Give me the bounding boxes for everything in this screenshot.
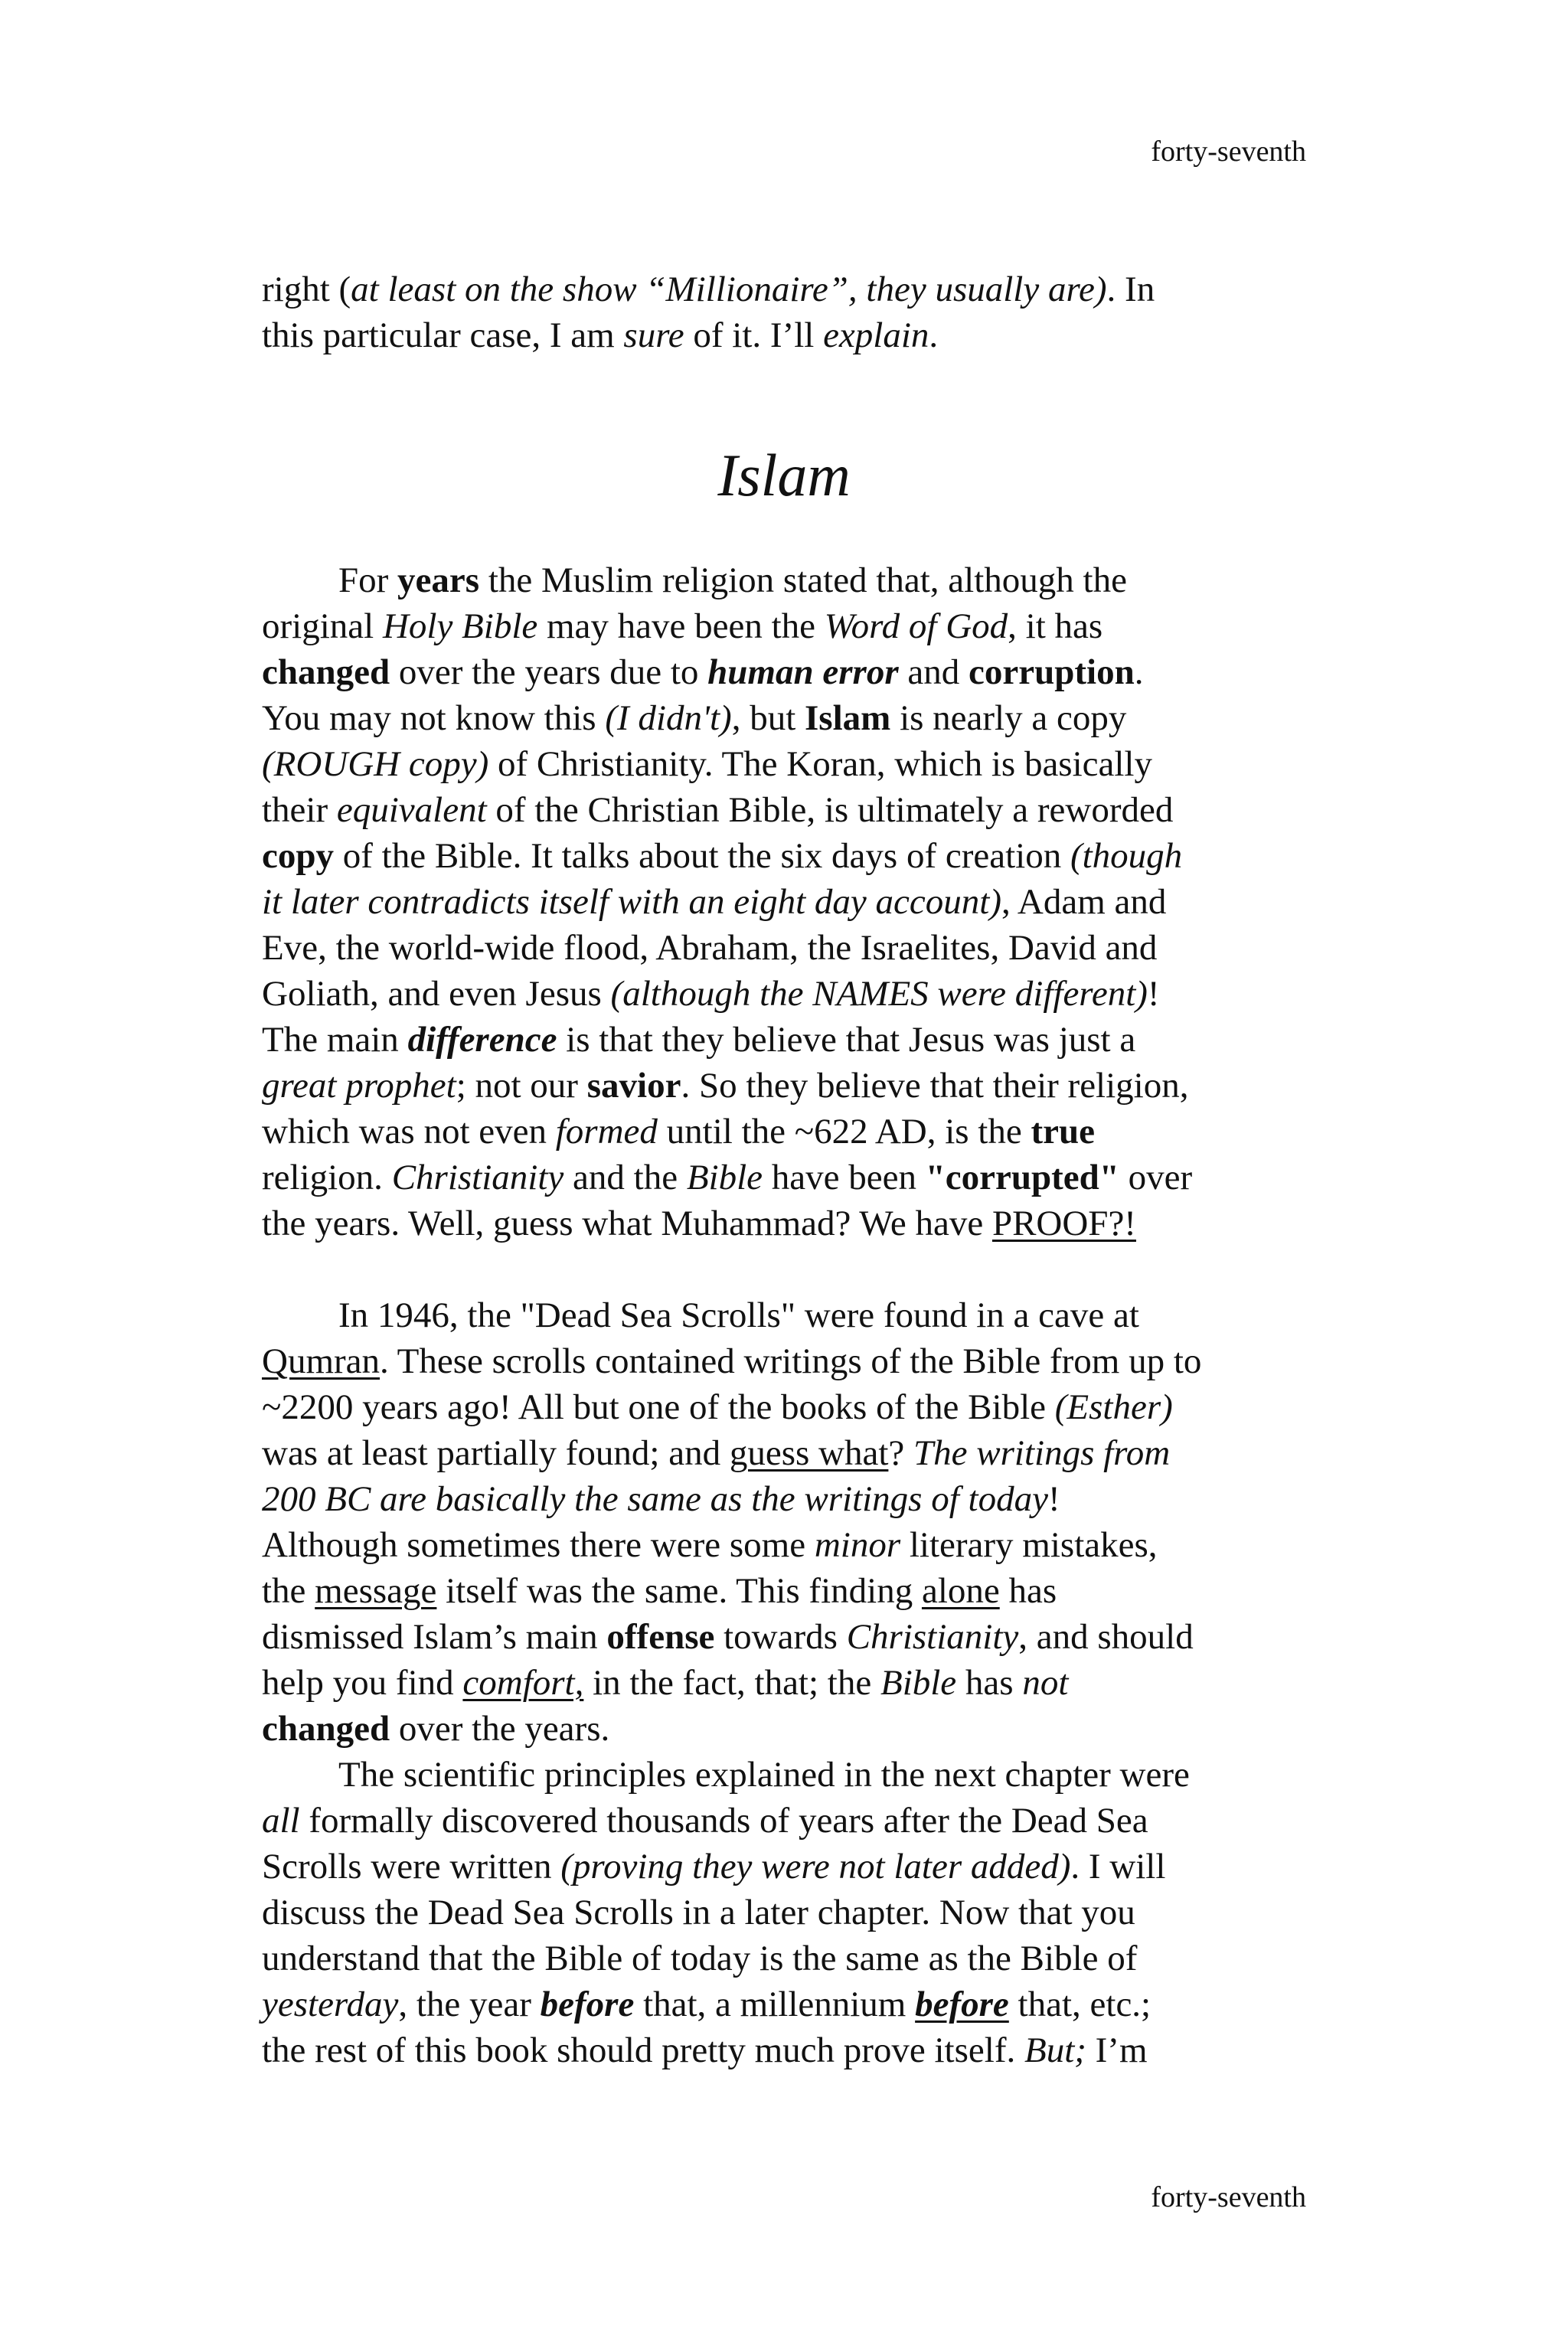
text-line: help you find comfort, in the fact, that; the Bible has not — [262, 1663, 1069, 1703]
text-line: the years. Well, guess what Muhammad? We have PROOF?! — [262, 1204, 1136, 1243]
text-line: Although sometimes there were some minor literary mistakes, — [262, 1525, 1158, 1565]
text-line: The scientific principles explained in the next chapter were — [338, 1755, 1190, 1795]
running-footer: forty-seventh — [1151, 2181, 1306, 2213]
text-line: For years the Muslim religion stated that, although the — [338, 560, 1127, 600]
main-body — [262, 557, 1318, 2073]
text-line: copy of the Bible. It talks about the six days of creation (though — [262, 836, 1183, 876]
text-line: the rest of this book should pretty much prove itself. But; I’m — [262, 2030, 1148, 2070]
text-line: right (at least on the show “Millionaire”, they usually are). In — [262, 270, 1155, 309]
text-line: Eve, the world-wide flood, Abraham, the Israelites, David and — [262, 928, 1158, 968]
text-line: (ROUGH copy) of Christianity. The Koran, which is basically — [262, 744, 1152, 784]
text-line: dismissed Islam’s main offense towards Christianity, and should — [262, 1617, 1194, 1657]
text-line: changed over the years due to human error and corruption. — [262, 652, 1144, 692]
text-line: this particular case, I am sure of it. I’ll explain. — [262, 315, 939, 355]
text-line: religion. Christianity and the Bible have been "corrupted" over — [262, 1158, 1193, 1197]
paragraph-gap — [262, 1246, 1318, 1292]
text-line: You may not know this (I didn't), but Islam is nearly a copy — [262, 698, 1127, 738]
running-header: forty-seventh — [1151, 136, 1306, 168]
text-line: great prophet; not our savior. So they believe that their religion, — [262, 1066, 1189, 1106]
text-line: ~2200 years ago! All but one of the books of the Bible (Esther) — [262, 1387, 1173, 1427]
text-line: yesterday, the year before that, a millennium before that, etc.; — [262, 1984, 1152, 2024]
text-line: Goliath, and even Jesus (although the NAMES were different)! — [262, 974, 1160, 1014]
text-line: 200 BC are basically the same as the writings of today! — [262, 1479, 1060, 1519]
text-line: In 1946, the "Dead Sea Scrolls" were found in a cave at — [338, 1295, 1139, 1335]
text-line: was at least partially found; and guess what? The writings from — [262, 1433, 1171, 1473]
text-line: the message itself was the same. This finding alone has — [262, 1571, 1057, 1611]
text-line: Qumran. These scrolls contained writings of the Bible from up to — [262, 1341, 1202, 1381]
intro-paragraph — [262, 266, 1318, 358]
text-line: their equivalent of the Christian Bible, is ultimately a reworded — [262, 790, 1174, 830]
text-line: changed over the years. — [262, 1709, 610, 1749]
text-line: it later contradicts itself with an eight day account), Adam and — [262, 882, 1167, 922]
text-line: all formally discovered thousands of years after the Dead Sea — [262, 1801, 1148, 1841]
text-line: original Holy Bible may have been the Word of God, it has — [262, 606, 1103, 646]
text-line: understand that the Bible of today is the same as the Bible of — [262, 1939, 1138, 1978]
text-line: The main difference is that they believe that Jesus was just a — [262, 1020, 1136, 1060]
text-line: discuss the Dead Sea Scrolls in a later chapter. Now that you — [262, 1893, 1135, 1932]
text-line: which was not even formed until the ~622 AD, is the true — [262, 1112, 1095, 1152]
section-heading: Islam — [717, 442, 851, 508]
text-line: Scrolls were written (proving they were not later added). I will — [262, 1847, 1166, 1886]
